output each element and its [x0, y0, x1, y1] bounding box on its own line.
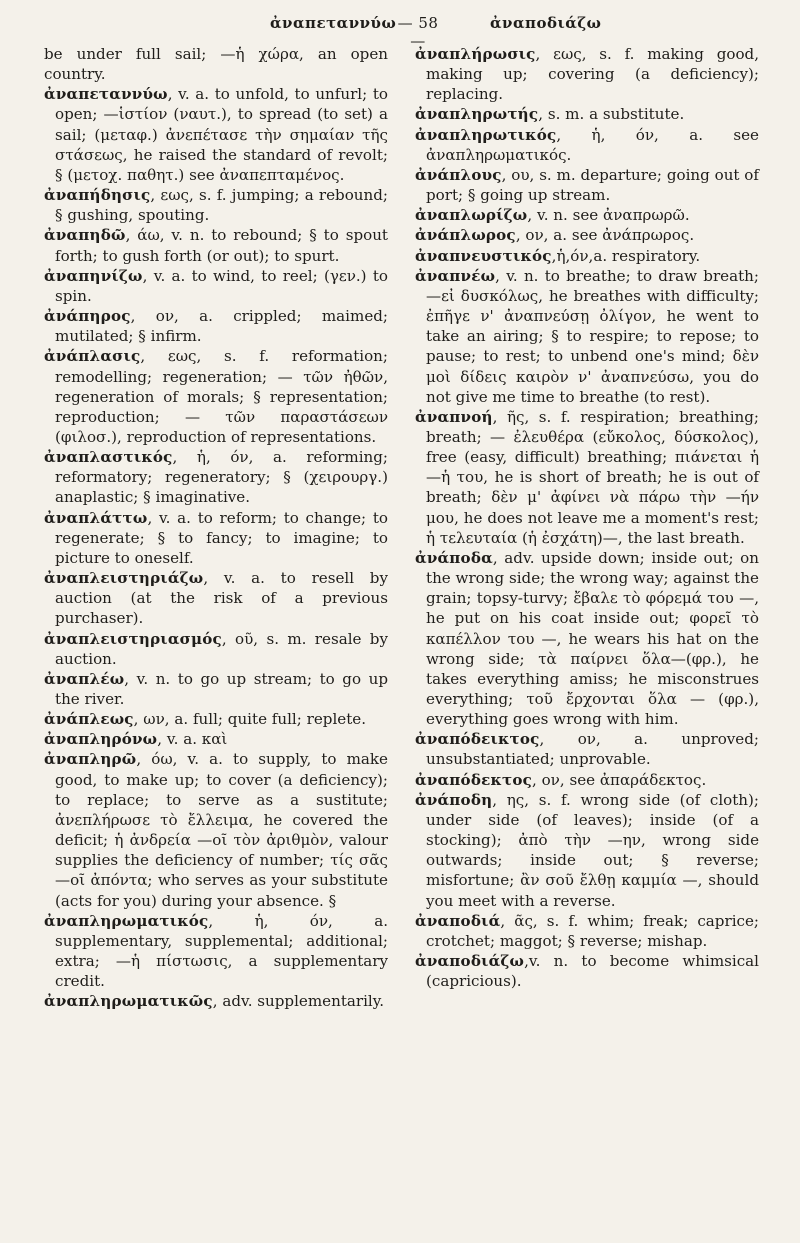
entry-definition: , ἡ, όν, a. supplementary, supplemental; additional; extra; —ἡ πίστωσις, a supplementary credit.	[55, 911, 388, 991]
dictionary-entry	[415, 911, 759, 951]
entry-definition: , v. a. to wind, to reel; (γεν.) to spin.	[55, 266, 388, 305]
dictionary-entry	[44, 568, 388, 628]
entry-definition: , v. a. καὶ	[157, 730, 228, 749]
dictionary-entry	[44, 266, 388, 306]
header-last-word: ἀναποδιάζω	[490, 14, 602, 32]
entry-headword: ἀναπνοή	[415, 407, 493, 426]
entry-definition: , ων, a. full; quite full; replete.	[133, 710, 367, 729]
dictionary-entry	[415, 44, 759, 104]
entry-headword: ἀναπλειστηριασμός	[44, 629, 222, 648]
dictionary-entry	[415, 125, 759, 165]
entry-headword: ἀναπηδῶ	[44, 226, 126, 245]
entry-headword: ἀναπνευστικός	[415, 246, 552, 265]
dictionary-entry	[44, 508, 388, 568]
entry-headword: ἀναπλήρωσις	[415, 45, 536, 63]
entry-headword: ἀναπληρῶ	[44, 750, 137, 769]
entry-headword: ἀναπηνίζω	[44, 266, 143, 285]
entry-headword: ἀναποδιάζω	[415, 952, 525, 971]
entry-headword: ἀναπόδεκτος	[415, 770, 532, 789]
entry-definition: , ης, s. f. wrong side (of cloth); under side (of leaves); inside (of a stocking); ἀπὸ τὴν —ην, wrong side outwards; inside out; § reverse; misfortune; ἂν σοῦ ἔλθῃ καμμία —, should you meet with a reverse.	[426, 790, 759, 910]
entry-headword: ἀναπόδεικτος	[415, 730, 540, 749]
dictionary-entry	[44, 225, 388, 265]
entry-definition: , v. n. to breathe; to draw breath; —εἰ δυσκόλως, he breathes with difficulty; ἐπῆγε ν' ἀναπνεύσῃ ὀλίγον, he went to take an airing; § to respire; to repose; to pause; to rest; to unbend one's mind; δὲν μοὶ δίδεις καιρὸν ν' ἀναπνεύσω, you do not give me time to breathe (to rest).	[426, 266, 759, 406]
entry-definition: ,ἡ,όν,a. respiratory.	[551, 246, 701, 265]
dictionary-entry	[44, 749, 388, 910]
entry-headword: ἀναπλειστηριάζω	[44, 569, 204, 588]
dictionary-entry	[44, 629, 388, 669]
dictionary-entry	[44, 669, 388, 709]
entry-headword: ἀνάποδα	[415, 548, 493, 567]
entry-headword: ἀναπεταννύω	[44, 85, 168, 104]
entry-headword: ἀναπληρωτής	[415, 105, 539, 124]
entry-headword: ἀναποδιά	[415, 911, 501, 930]
dictionary-entry	[44, 729, 388, 749]
dictionary-entry	[44, 84, 388, 185]
entry-definition: , ᾶς, s. f. whim; freak; caprice; crotchet; maggot; § reverse; mishap.	[426, 911, 759, 950]
entry-headword: ἀναπλάττω	[44, 508, 148, 527]
entry-headword: ἀνάπλασις	[44, 347, 141, 366]
dictionary-entry	[44, 44, 388, 84]
dictionary-entry	[415, 104, 759, 124]
entry-definition: , οῦ, s. m. resale by auction.	[55, 629, 388, 668]
entry-headword: ἀνάποδη	[415, 790, 493, 809]
entry-definition: , εως, s. f. jumping; a rebound; § gushing, spouting.	[55, 186, 388, 225]
dictionary-entry	[415, 770, 759, 790]
entry-headword: ἀνάπλεως	[44, 710, 134, 729]
entry-definition: , s. m. a substitute.	[538, 105, 685, 124]
entry-definition: , adv. upside down; inside out; on the wrong side; the wrong way; against the grain; topsy-turvy; ἔβαλε τὸ φόρεμά του —, he put on his coat inside out; φορεῖ τὸ καπέλλον του —, he wears his hat on the wrong side; τὰ παίρνει ὅλα—(φρ.), he takes everything amiss; he misconstrues everything; τοῦ ἔρχονται ὅλα — (φρ.), everything goes wrong with him.	[426, 548, 759, 729]
entry-headword: ἀναπληρόνω	[44, 730, 158, 749]
header-first-word: ἀναπεταννύω	[270, 14, 397, 32]
dictionary-entry	[415, 548, 759, 729]
entry-definition: , εως, s. f. reformation; remodelling; regeneration; — τῶν ἠθῶν, regeneration of morals; § representation; reproduction; — τῶν παραστάσεων (φιλοσ.), reproduction of representations.	[55, 347, 388, 446]
entry-definition: , ον, a. unproved; unsubstantiated; unprovable.	[426, 730, 759, 769]
entry-definition: , ἡ, όν, a. see ἀναπληρωματικός.	[426, 125, 759, 164]
entry-definition: , εως, s. f. making good, making up; covering (a deficiency); replacing.	[426, 45, 759, 104]
entry-definition: , v. n. see ἀναπρωρῶ.	[527, 206, 690, 225]
entry-definition: , ου, s. m. departure; going out of port; § going up stream.	[426, 165, 759, 205]
entry-definition: , ῆς, s. f. respiration; breathing; breath; — ἐλευθέρα (εὔκολος, δύσκολος), free (easy, difficult) breathing; πιάνεται ἡ —ἡ του, he is short of breath; he is out of breath; δὲν μ' ἀφίνει νὰ πάρω τὴν —ήν μου, he does not leave me a moment's rest; ἡ τελευταία (ἡ ἐσχάτη)—, the last breath.	[426, 407, 759, 547]
entry-definition: , v. a. to reform; to change; to regenerate; § to fancy; to imagine; to picture to oneself.	[55, 508, 388, 567]
dictionary-entry	[415, 246, 759, 266]
dictionary-entry	[415, 165, 759, 205]
entry-definition: , v. a. to resell by auction (at the risk of a previous purchaser).	[55, 569, 388, 628]
entry-headword: ἀναπληρωματικῶς	[44, 992, 213, 1011]
dictionary-entry	[44, 709, 388, 729]
entry-definition: , adv. supplementarily.	[212, 992, 385, 1011]
entry-definition: , όω, v. a. to supply, to make good, to make up; to cover (a deficiency); to replace; to serve as a sustitute; ἀνεπλήρωσε τὸ ἔλλειμα, he covered the deficit; ἡ ἀνδρεία —οῖ τὸν ἀριθμὸν, valour supplies the deficiency of number; τίς σᾶς —οῖ ἀπόντα; who serves as your substitute (acts for you) during your absence. §	[55, 750, 388, 910]
entry-headword: ἀνάπλωρος	[415, 226, 516, 245]
right-column	[415, 44, 759, 991]
dictionary-entry	[44, 911, 388, 992]
dictionary-entry	[415, 790, 759, 911]
entry-headword: ἀναπλαστικός	[44, 448, 173, 467]
dictionary-entry	[44, 991, 388, 1011]
entry-definition: be under full sail; —ἡ χώρα, an open country.	[44, 45, 388, 84]
entry-definition: ,v. n. to become whimsical (capricious).	[426, 952, 759, 991]
dictionary-entry	[415, 407, 759, 548]
page-number: — 58 —	[397, 14, 439, 50]
entry-headword: ἀνάπηρος	[44, 307, 131, 326]
dictionary-entry	[415, 225, 759, 245]
dictionary-entry	[415, 205, 759, 225]
entry-headword: ἀνάπλους	[415, 165, 502, 184]
entry-definition: , v. n. to go up stream; to go up the river.	[55, 669, 388, 708]
running-header	[0, 14, 800, 50]
dictionary-entry	[415, 729, 759, 769]
entry-definition: , ἡ, όν, a. reforming; reformatory; regeneratory; § (χειρουργ.) anaplastic; § imaginative.	[55, 448, 388, 507]
dictionary-entry	[44, 306, 388, 346]
dictionary-entry	[44, 346, 388, 447]
entry-definition: , ον, see ἀπαράδεκτος.	[532, 770, 707, 789]
dictionary-entry	[44, 447, 388, 507]
dictionary-entry	[415, 266, 759, 407]
entry-headword: ἀναπήδησις	[44, 186, 151, 205]
entry-definition: , άω, v. n. to rebound; § to spout forth; to gush forth (or out); to spurt.	[55, 226, 388, 265]
dictionary-entry	[415, 951, 759, 991]
entry-definition: , ον, a. see ἀνάπρωρος.	[515, 226, 695, 245]
left-column	[44, 44, 388, 1012]
dictionary-entry	[44, 185, 388, 225]
entry-headword: ἀναπληρωτικός	[415, 125, 557, 144]
entry-headword: ἀναπλωρίζω	[415, 206, 528, 225]
entry-definition: , v. a. to unfold, to unfurl; to open; —ἱστίον (ναυτ.), to spread (to set) a sail; (μεταφ.) ἀνεπέτασε τὴν σημαίαν τῆς στάσεως, he raised the standard of revolt; § (μετοχ. παθητ.) see ἀναπεπταμένος.	[55, 85, 388, 184]
entry-definition: , ον, a. crippled; maimed; mutilated; § infirm.	[55, 307, 388, 346]
entry-headword: ἀναπλέω	[44, 669, 125, 688]
entry-headword: ἀναπνέω	[415, 266, 496, 285]
entry-headword: ἀναπληρωματικός	[44, 911, 209, 930]
